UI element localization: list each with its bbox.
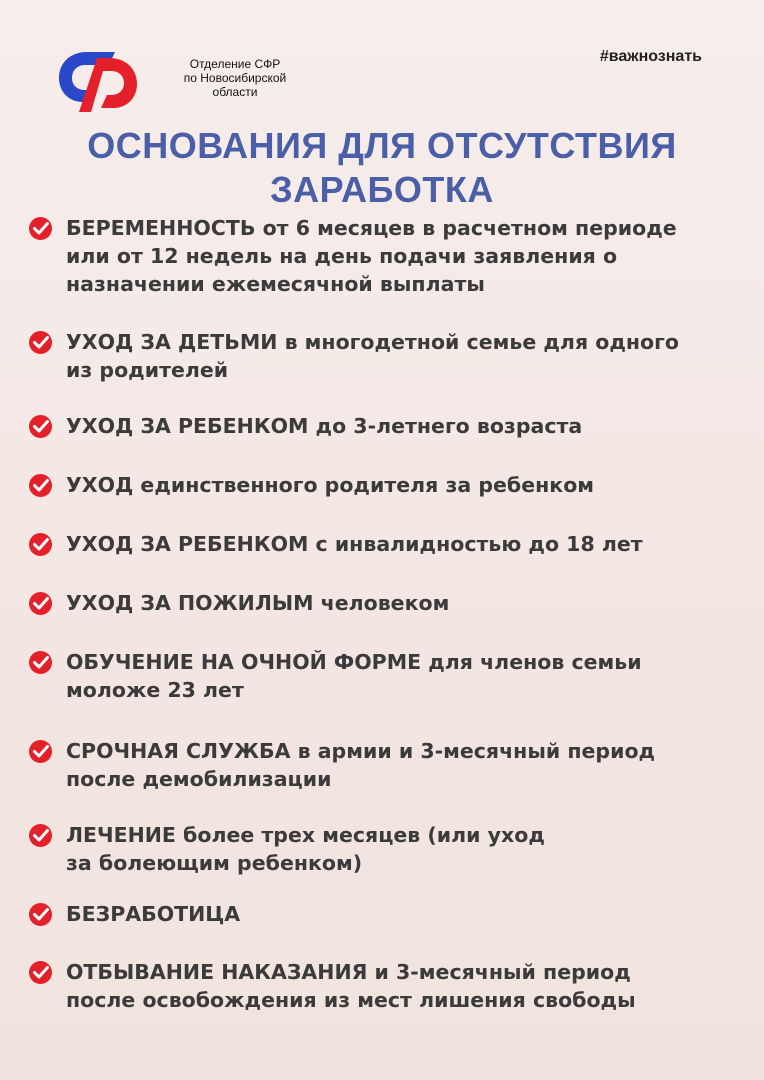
list-item-text <box>66 958 728 1014</box>
list-item-line: после демобилизации <box>66 767 332 791</box>
check-circle-icon <box>28 960 53 985</box>
list-item-line: ОБУЧЕНИЕ НА ОЧНОЙ ФОРМЕ для членов семьи <box>66 650 642 674</box>
list-item-line: УХОД ЗА РЕБЕНКОМ до 3-летнего возраста <box>66 414 583 438</box>
list-item-text <box>66 821 728 877</box>
check-circle-icon <box>28 591 53 616</box>
check-circle-icon <box>28 902 53 927</box>
org-line-2: по Новосибирской <box>183 71 287 85</box>
check-circle-icon <box>28 473 53 498</box>
list-item-text <box>66 589 728 617</box>
check-circle-icon <box>28 216 53 241</box>
list-item-line: после освобождения из мест лишения свободы <box>66 988 636 1012</box>
list-item-text <box>66 328 728 384</box>
list-item-text <box>66 530 728 558</box>
check-circle-icon <box>28 823 53 848</box>
check-circle-icon <box>28 739 53 764</box>
check-circle-icon <box>28 650 53 675</box>
title-line-2: ЗАРАБОТКА <box>270 169 494 210</box>
list-item-line: за болеющим ребенком) <box>66 851 363 875</box>
list-item-text <box>66 471 728 499</box>
list-item-text <box>66 412 728 440</box>
list-item-line: назначении ежемесячной выплаты <box>66 272 485 296</box>
list-item-text <box>66 900 728 928</box>
list-item-text <box>66 737 728 793</box>
list-item-line: моложе 23 лет <box>66 678 244 702</box>
list-item-line: ОТБЫВАНИЕ НАКАЗАНИЯ и 3-месячный период <box>66 960 631 984</box>
page-title <box>0 124 764 212</box>
organization-name <box>165 57 305 99</box>
list-item-line: УХОД ЗА РЕБЕНКОМ с инвалидностью до 18 лет <box>66 532 643 556</box>
list-item-line: БЕЗРАБОТИЦА <box>66 902 241 926</box>
list-item-text <box>66 648 728 704</box>
list-item-line: СРОЧНАЯ СЛУЖБА в армии и 3-месячный период <box>66 739 656 763</box>
list-item-line: БЕРЕМЕННОСТЬ от 6 месяцев в расчетном периоде <box>66 216 677 240</box>
org-line-3: области <box>212 85 258 99</box>
sfr-logo-icon <box>57 46 139 114</box>
list-item-line: ЛЕЧЕНИЕ более трех месяцев (или уход <box>66 823 545 847</box>
list-item-line: или от 12 недель на день подачи заявления о <box>66 244 618 268</box>
title-line-1: ОСНОВАНИЯ ДЛЯ ОТСУТСТВИЯ <box>87 125 677 166</box>
check-circle-icon <box>28 330 53 355</box>
list-item-line: УХОД ЗА ДЕТЬМИ в многодетной семье для одного <box>66 330 679 354</box>
hashtag: #важнознать <box>599 48 702 65</box>
org-line-1: Отделение СФР <box>189 57 281 71</box>
list-item-line: УХОД ЗА ПОЖИЛЫМ человеком <box>66 591 450 615</box>
list-item-text <box>66 214 728 298</box>
check-circle-icon <box>28 414 53 439</box>
list-item-line: из родителей <box>66 358 229 382</box>
check-circle-icon <box>28 532 53 557</box>
list-item-line: УХОД единственного родителя за ребенком <box>66 473 595 497</box>
